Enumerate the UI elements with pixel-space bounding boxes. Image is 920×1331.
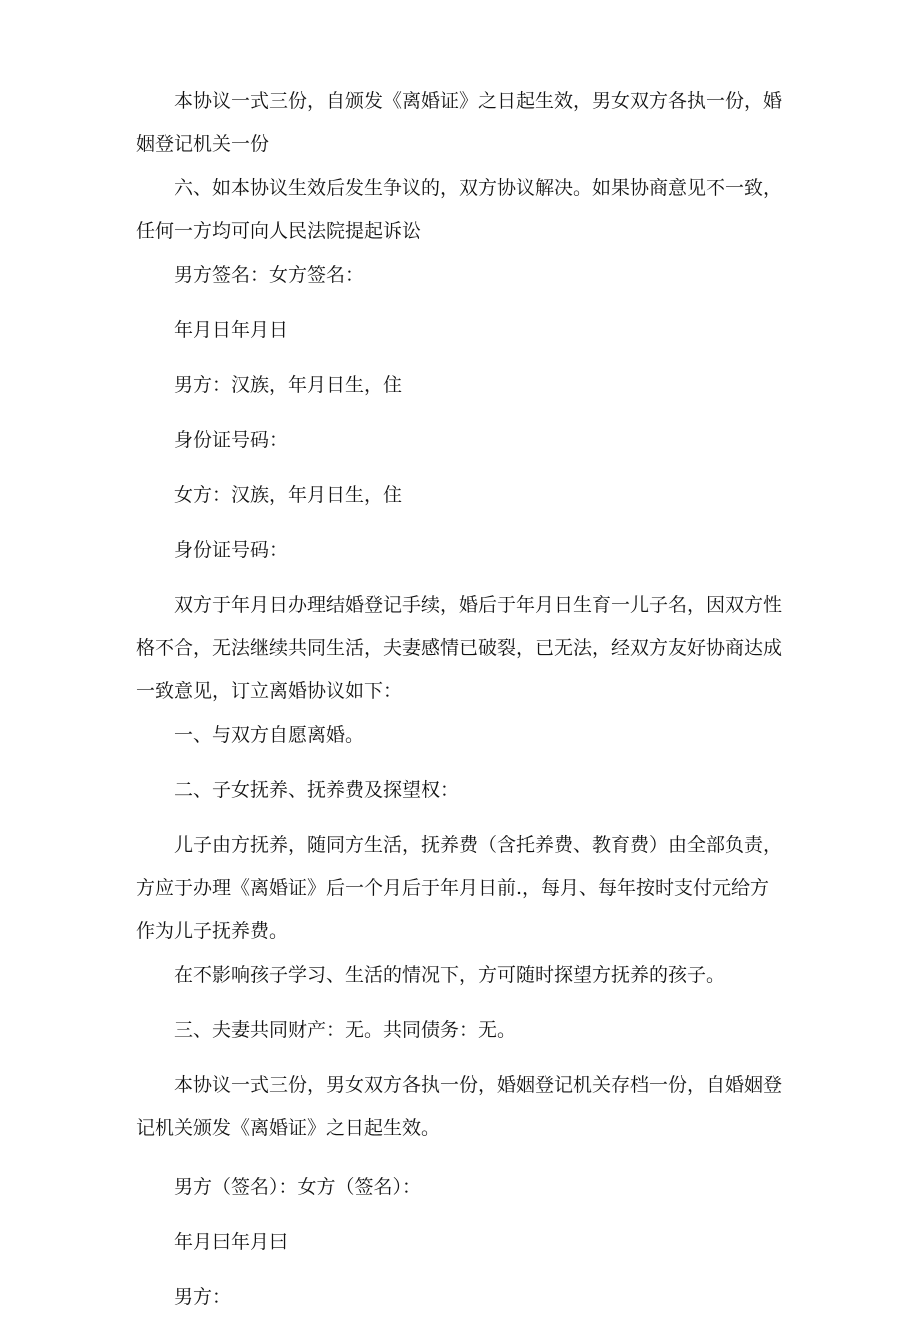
paragraph-visitation: 在不影响孩子学习、生活的情况下，方可随时探望方抚养的孩子。	[174, 964, 726, 986]
paragraph-article-one: 一、与双方自愿离婚。	[174, 724, 365, 746]
paragraph-effect-clause: 本协议一式三份，自颁发《离婚证》之日起生效，男女双方各执一份，婚姻登记机关一份	[136, 90, 783, 155]
paragraph-copies-clause: 本协议一式三份，男女双方各执一份，婚姻登记机关存档一份，自婚姻登记机关颁发《离婚证》之日起生效。	[136, 1074, 783, 1139]
paragraph-marriage-background: 双方于年月日办理结婚登记手续，婚后于年月日生育一儿子名，因双方性格不合，无法继续共同生活，夫妻感情已破裂，已无法，经双方友好协商达成一致意见，订立离婚协议如下：	[136, 594, 783, 702]
paragraph-article-two: 二、子女抚养、抚养费及探望权：	[174, 779, 460, 801]
paragraph-child-support: 儿子由方抚养，随同方生活，抚养费（含托养费、教育费）由全部负责，方应于办理《离婚证》后一个月后于年月日前.，每月、每年按时支付元给方作为儿子抚养费。	[136, 834, 783, 942]
paragraph-signatures-2: 男方（签名）：女方（签名）：	[174, 1176, 422, 1198]
document-body	[136, 80, 784, 1331]
paragraph-male-label: 男方：	[174, 1286, 232, 1308]
paragraph-male-info: 男方：汉族，年月日生，住	[174, 374, 403, 396]
paragraph-male-id: 身份证号码：	[174, 429, 289, 451]
paragraph-dispute-clause: 六、如本协议生效后发生争议的，双方协议解决。如果协商意见不一致，任何一方均可向人民法院提起诉讼	[136, 177, 783, 242]
paragraph-female-info: 女方：汉族，年月日生，住	[174, 484, 403, 506]
paragraph-signature-dates: 年月日年月日	[174, 319, 289, 341]
paragraph-female-id: 身份证号码：	[174, 539, 289, 561]
paragraph-article-three: 三、夫妻共同财产：无。共同债务：无。	[174, 1019, 517, 1041]
paragraph-signature-dates-2: 年月曰年月曰	[174, 1231, 289, 1253]
paragraph-signatures: 男方签名：女方签名：	[174, 264, 365, 286]
